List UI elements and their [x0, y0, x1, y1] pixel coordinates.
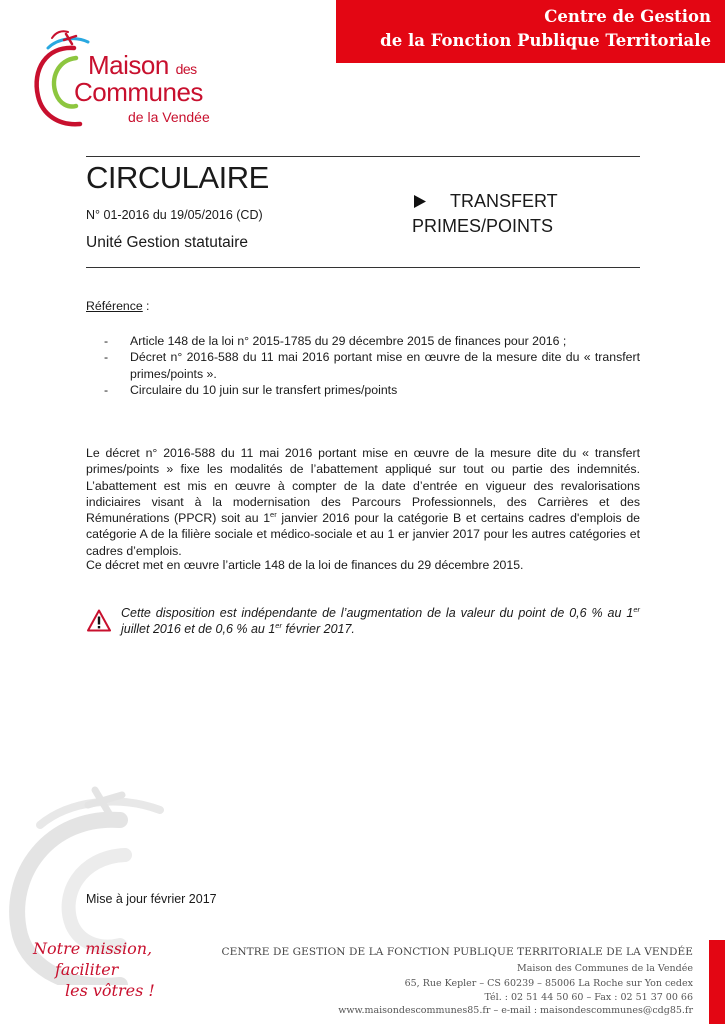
reference-list [104, 333, 640, 398]
title-divider-bottom [86, 267, 640, 268]
subject-line1: TRANSFERT [450, 191, 558, 211]
circular-number: N° 01-2016 du 19/05/2016 (CD) [86, 208, 263, 222]
issuing-unit: Unité Gestion statutaire [86, 234, 248, 251]
reference-label: Référence [86, 299, 143, 313]
reference-colon: : [146, 299, 150, 313]
footer-side-band [709, 940, 725, 1024]
logo-text-vendee: de la Vendée [128, 109, 210, 125]
footer-slogan: Notre mission, faciliter les vôtres ! [33, 939, 155, 1000]
footer-org-name: CENTRE DE GESTION DE LA FONCTION PUBLIQUE TERRITORIALE DE LA VENDÉE [221, 946, 693, 958]
footer-phone: Tél. : 02 51 44 50 60 – Fax : 02 51 37 00 66 [484, 992, 693, 1003]
body-paragraph: Le décret n° 2016-588 du 11 mai 2016 portant mise en œuvre de la mesure dite du « transfert primes/points » fixe les modalités de l’abattement appliqué sur tout ou partie des indemnités. L’abattement est mis en œuvre à compter de la date d’entrée en vigueur des revalorisations indiciaires visant à la modernisation des Parcours Professionnels, des Carrières et des Rémunérations (PPCR) soit au 1er janvier 2016 pour la catégorie B et certains cadres d'emplois de catégorie A de la filière sociale et médico-sociale et au 1 er janvier 2017 pour les autres catégories et cadres d’emplois. [86, 446, 641, 558]
body-paragraph-last: Ce décret met en œuvre l’article 148 de la loi de finances du 29 décembre 2015. [86, 558, 524, 572]
warning-note: Cette disposition est indépendante de l’augmentation de la valeur du point de 0,6 % au 1er juillet 2016 et de 0,6 % au 1er février 2017. [121, 605, 640, 636]
logo-text-communes: Communes [74, 77, 203, 107]
document-subject [412, 189, 612, 239]
list-item: - Décret n° 2016-588 du 11 mai 2016 portant mise en œuvre de la mesure dite du « transfert primes/points ». [104, 350, 640, 381]
update-note: Mise à jour février 2017 [86, 892, 217, 906]
footer-address: 65, Rue Kepler – CS 60239 – 85006 La Roche sur Yon cedex [404, 978, 693, 989]
header-org-line2: de la Fonction Publique Territoriale [380, 31, 711, 50]
warning-triangle-icon [87, 609, 111, 632]
document-title: CIRCULAIRE [86, 160, 269, 195]
title-divider-top [86, 156, 640, 157]
list-item: - Circulaire du 10 juin sur le transfert primes/points [104, 382, 398, 397]
logo-text-maison: Maison des [88, 50, 197, 80]
subject-line2: PRIMES/POINTS [412, 216, 554, 236]
header-org-line1: Centre de Gestion [544, 7, 711, 26]
footer-web: www.maisondescommunes85.fr – e-mail : maisondescommunes@cdg85.fr [338, 1005, 693, 1016]
footer-building: Maison des Communes de la Vendée [516, 963, 693, 974]
list-item: - Article 148 de la loi n° 2015-1785 du 29 décembre 2015 de finances pour 2016 ; [104, 334, 567, 348]
